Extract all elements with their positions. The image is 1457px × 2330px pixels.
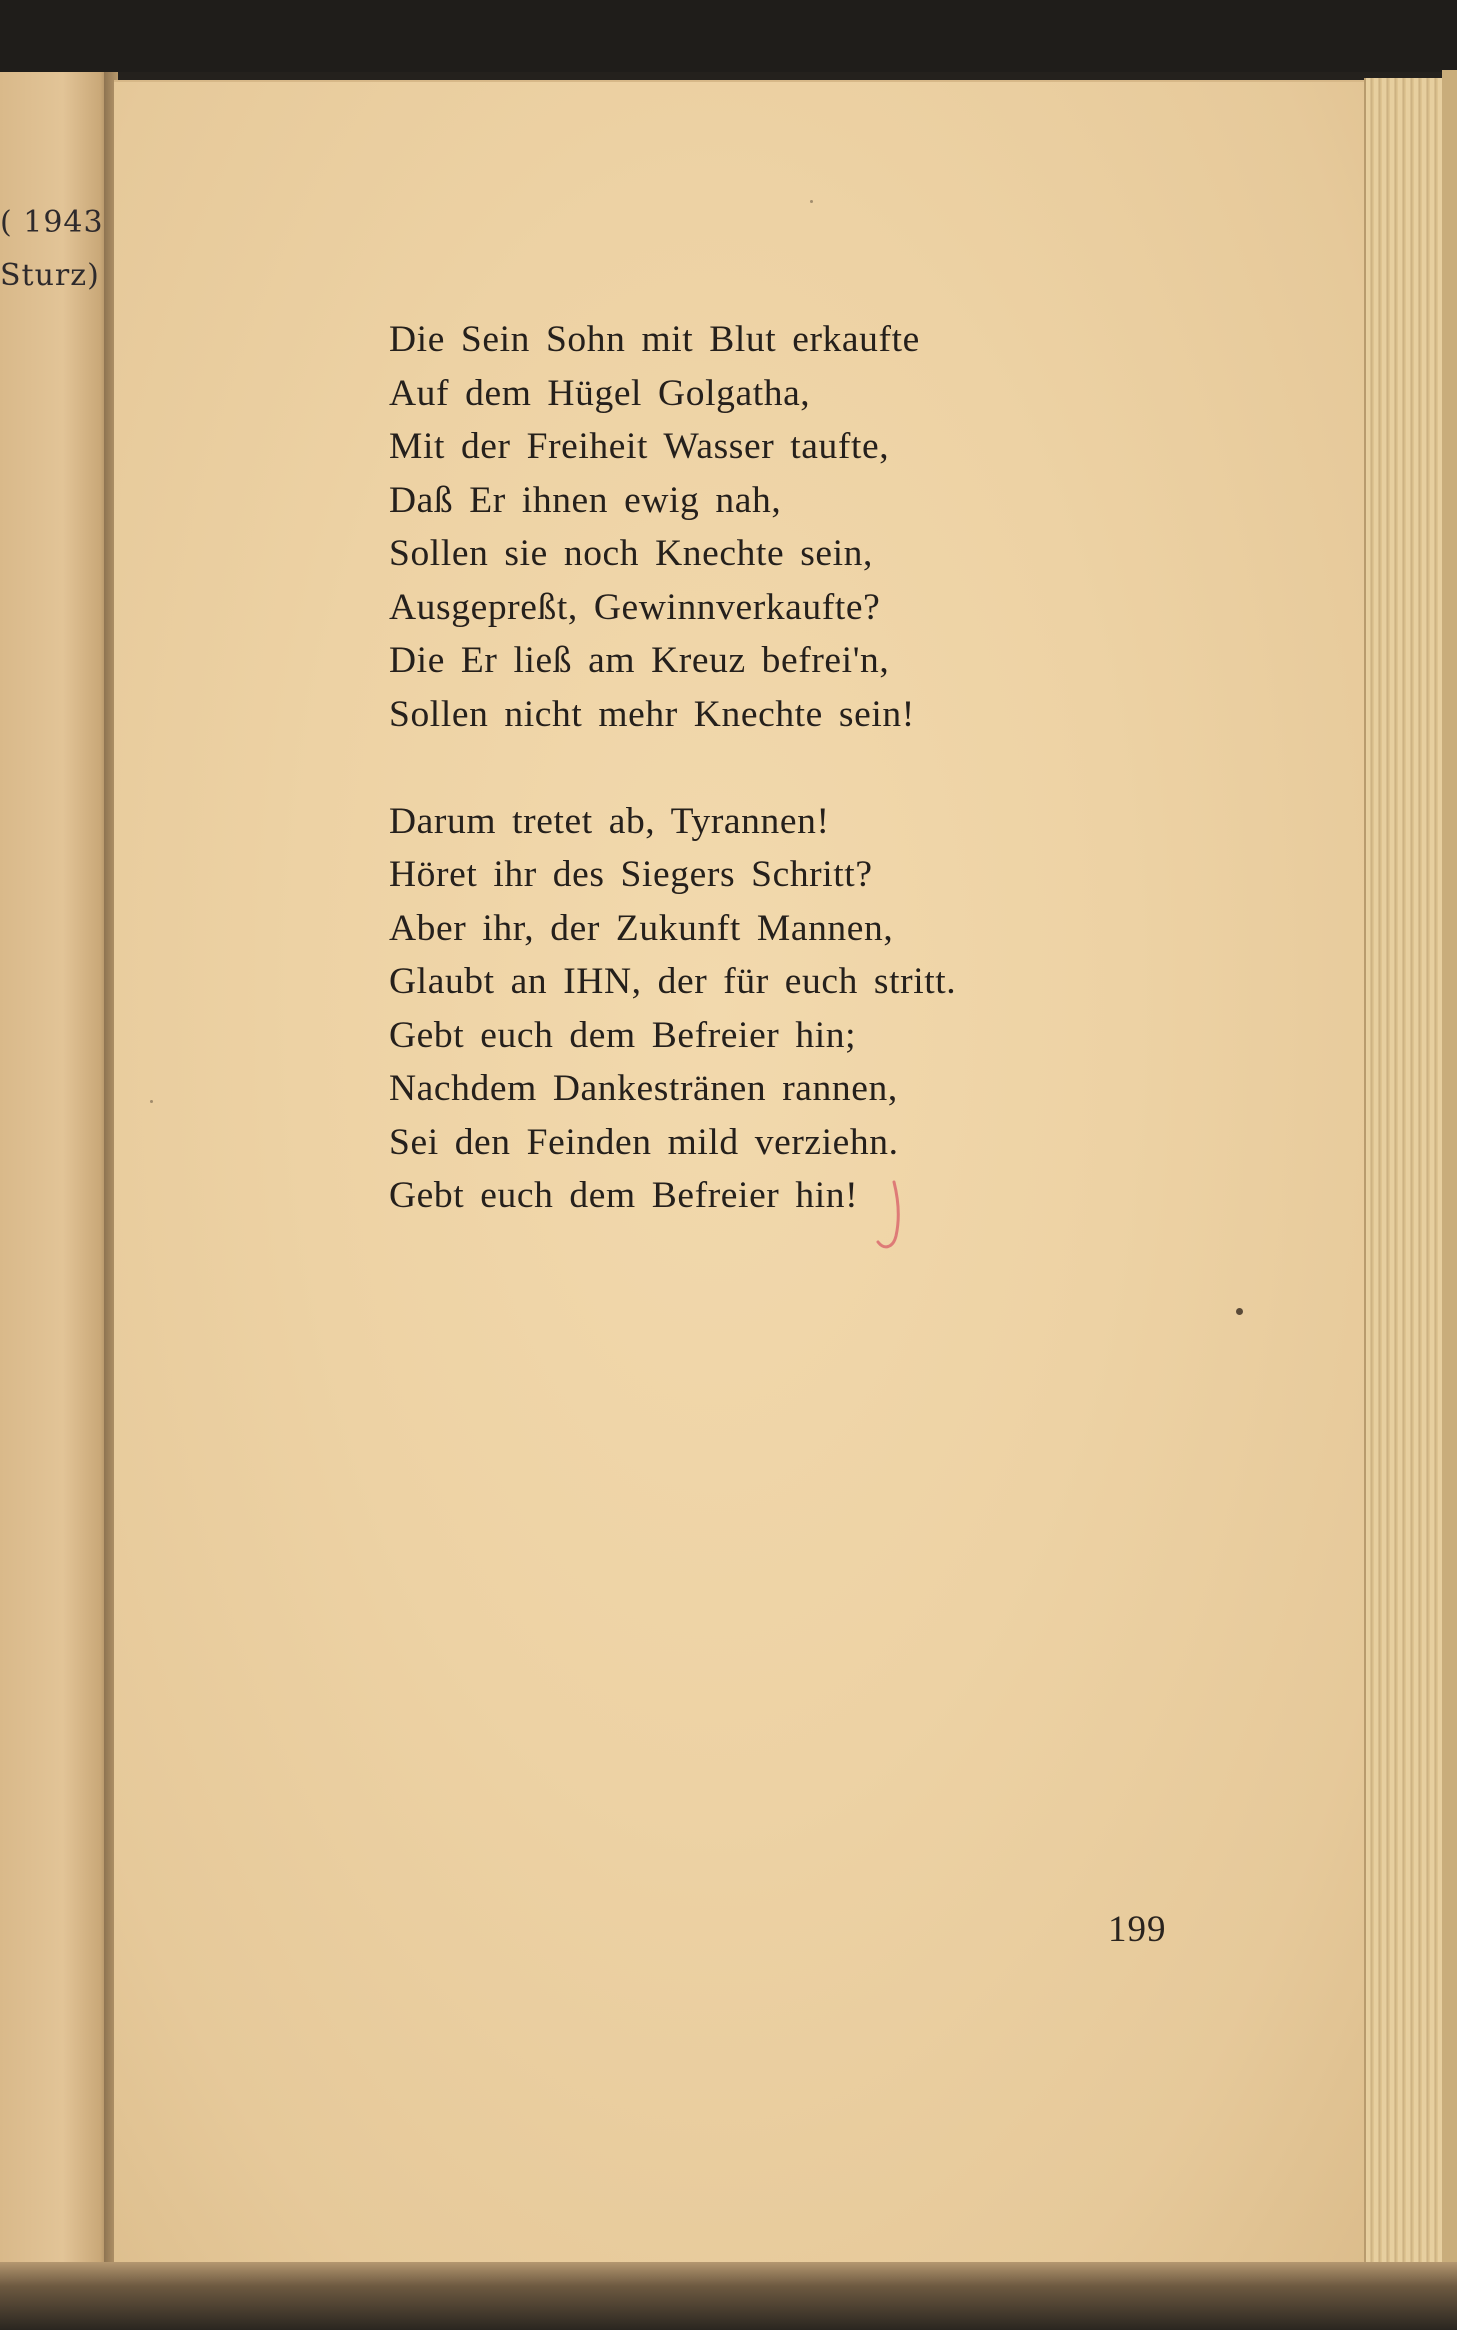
paper-speck [1236,1308,1243,1315]
poem-stanza-1 [389,313,956,741]
left-page-line-2: Sturz) [0,258,100,293]
verse-line: Die Sein Sohn mit Blut erkaufte [389,319,920,360]
verse-line: Mit der Freiheit Wasser taufte, [389,426,890,467]
poem-text [389,313,956,1223]
paper-speck [150,1100,153,1103]
poem-stanza-2 [389,795,956,1223]
verse-line: Nachdem Dankestränen rannen, [389,1068,898,1109]
verse-line: Auf dem Hügel Golgatha, [389,372,811,414]
scan-top-border [0,0,1457,72]
verse-line: Sollen sie noch Knechte sein, [389,533,874,574]
verse-line: Aber ihr, der Zukunft Mannen, [389,907,894,949]
page-number: 199 [1108,1909,1167,1950]
verse-line: Glaubt an IHN, der für euch stritt. [389,961,957,1002]
verse-line: Sollen nicht mehr Knechte sein! [389,693,915,735]
verse-line: Ausgepreßt, Gewinnverkaufte? [389,586,881,628]
verse-line: Daß Er ihnen ewig nah, [389,479,782,521]
book-right-edge [1442,70,1457,2280]
page-stack-edge [1364,78,1444,2273]
verse-line: Gebt euch dem Befreier hin! [389,1175,859,1216]
verse-line: Gebt euch dem Befreier hin; [389,1014,857,1056]
left-page-line-1: ( 1943 [0,205,104,240]
scan-bottom-border [0,2262,1457,2330]
red-pencil-mark [872,1178,912,1258]
paper-speck [810,200,813,203]
left-page-edge [0,72,114,2267]
verse-line: Darum tretet ab, Tyrannen! [389,800,830,842]
verse-line: Höret ihr des Siegers Schritt? [389,854,873,895]
verse-line: Sei den Feinden mild verziehn. [389,1121,899,1163]
verse-line: Die Er ließ am Kreuz befrei'n, [389,640,890,681]
